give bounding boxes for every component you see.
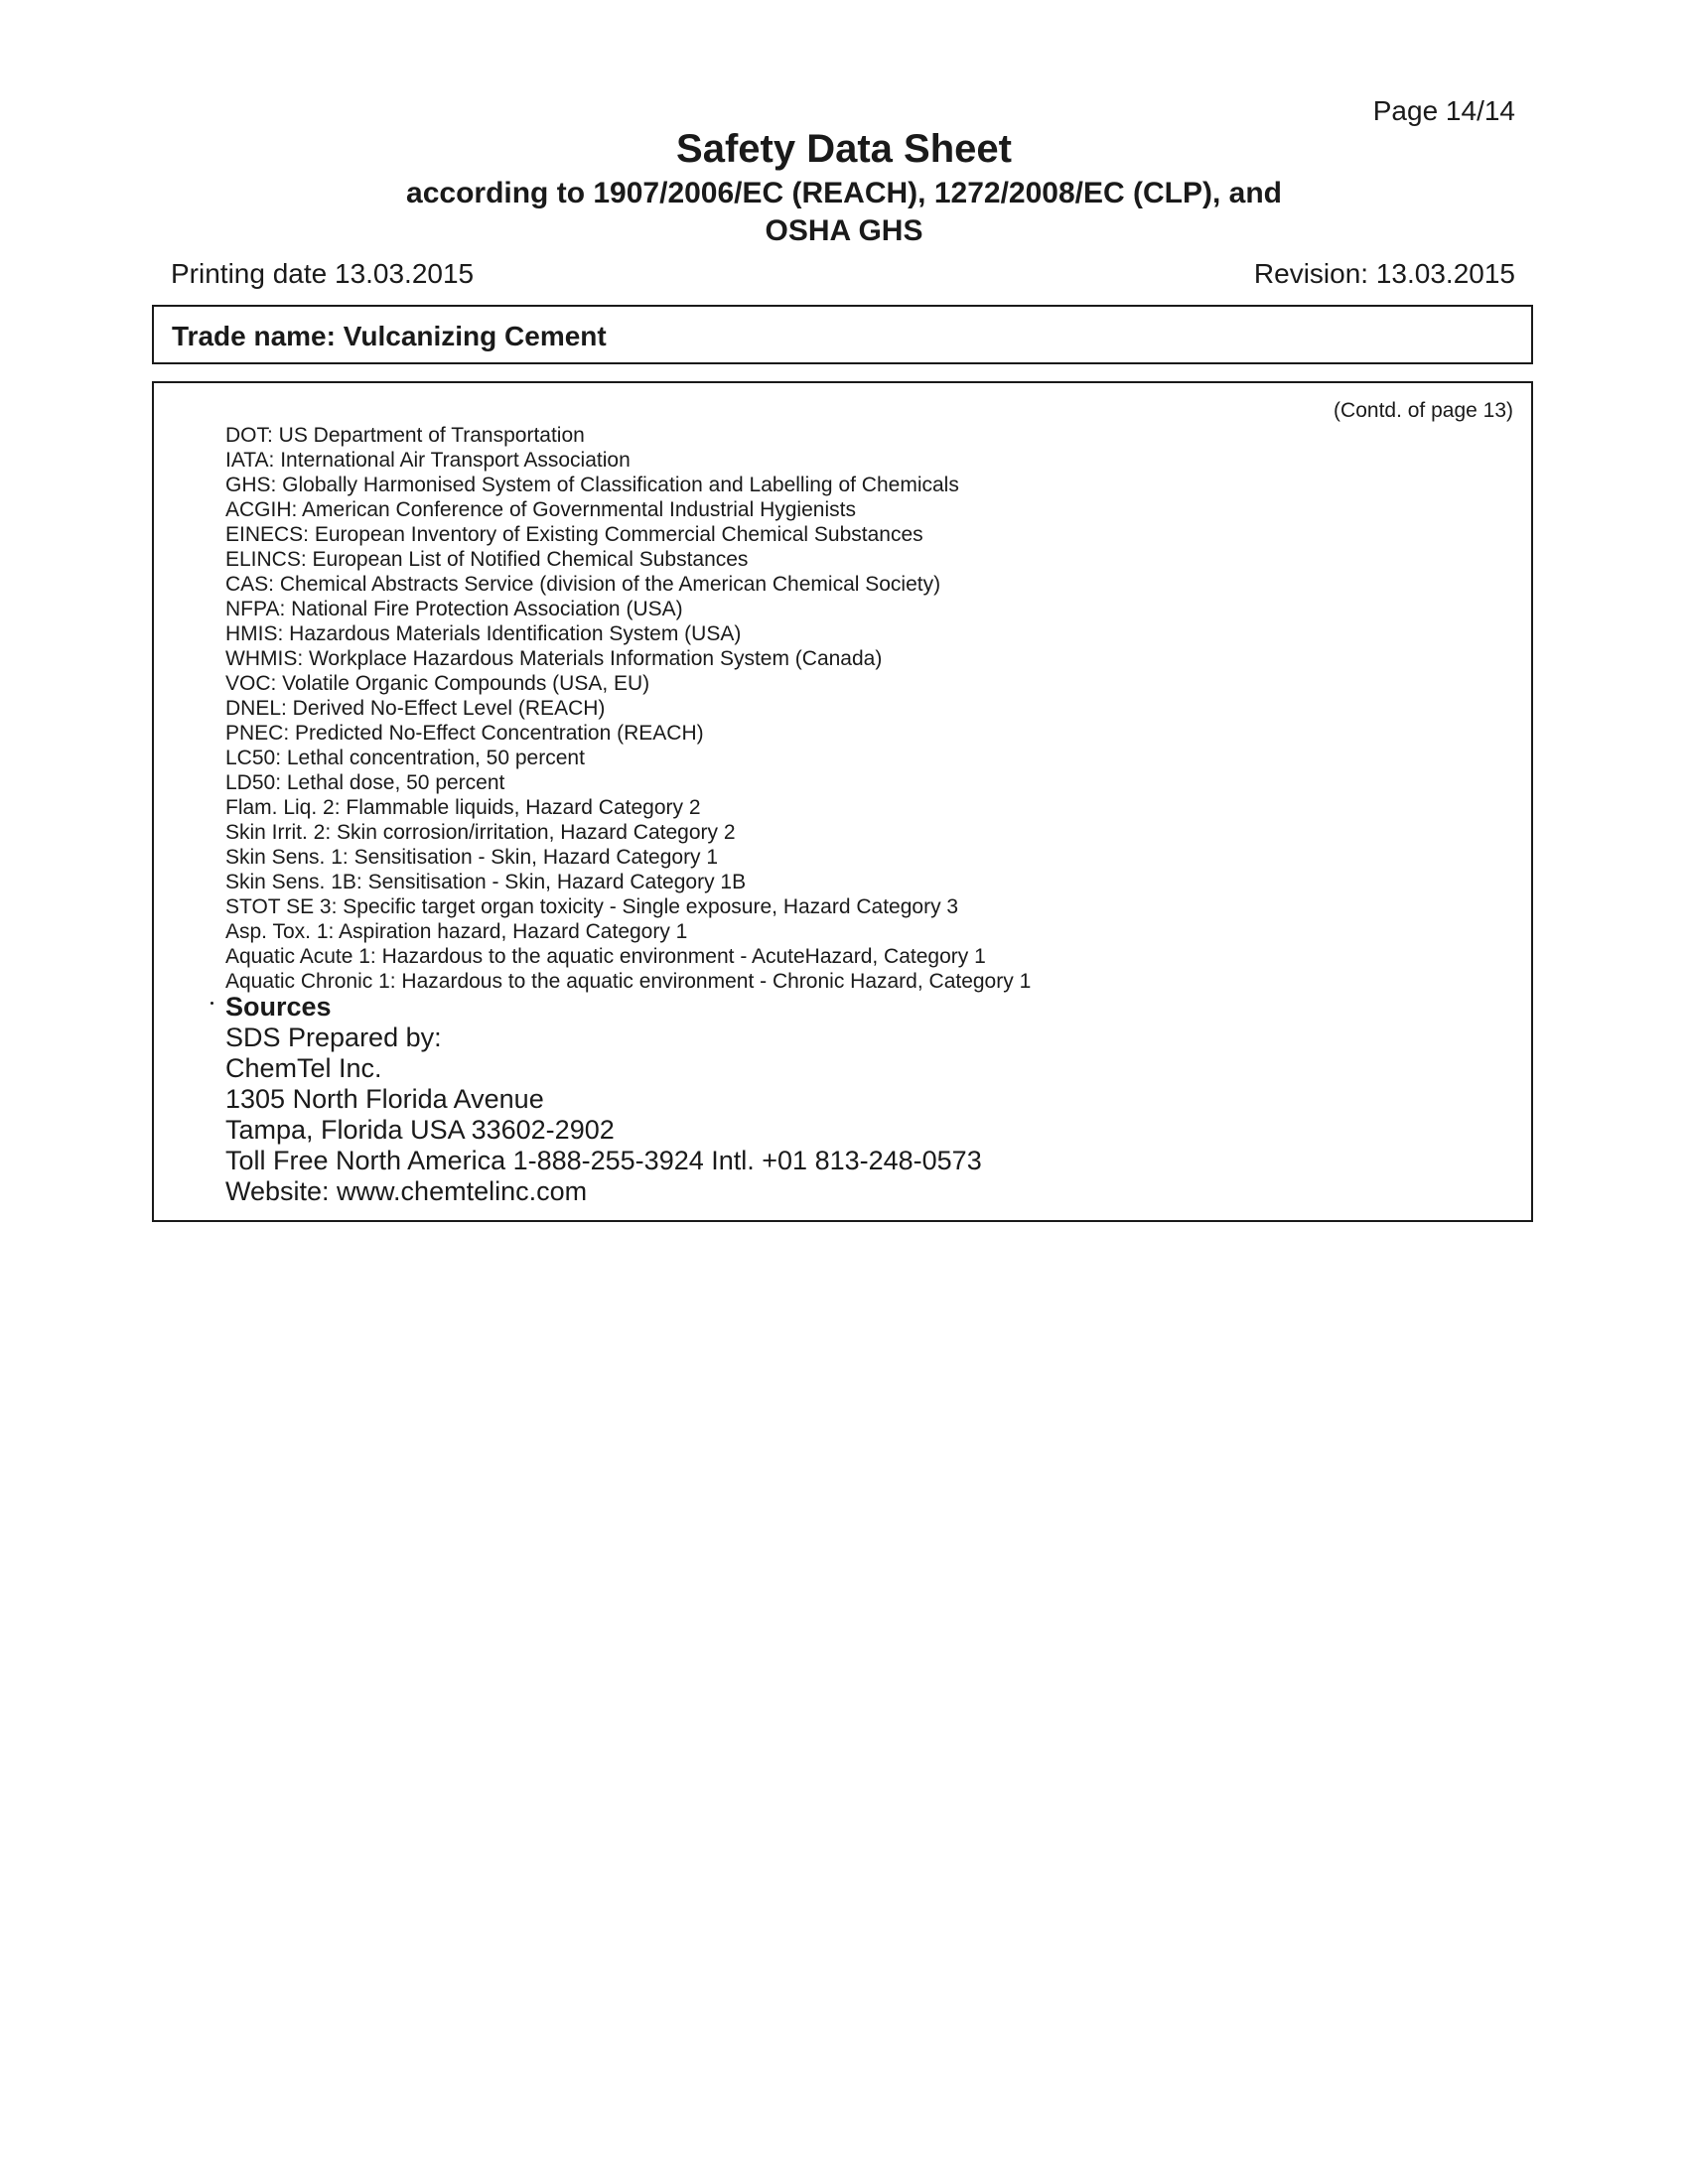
- abbreviation-item: LD50: Lethal dose, 50 percent: [225, 771, 505, 794]
- abbreviation-item: Aquatic Acute 1: Hazardous to the aquatic environment - AcuteHazard, Category 1: [225, 945, 986, 968]
- abbreviation-item: DOT: US Department of Transportation: [225, 424, 585, 447]
- sources-line: Toll Free North America 1-888-255-3924 Intl. +01 813-248-0573: [225, 1146, 982, 1175]
- abbreviation-item: DNEL: Derived No-Effect Level (REACH): [225, 697, 606, 720]
- sources-line: Tampa, Florida USA 33602-2902: [225, 1115, 615, 1145]
- abbreviation-item: CAS: Chemical Abstracts Service (division of the American Chemical Society): [225, 573, 941, 596]
- sources-line: 1305 North Florida Avenue: [225, 1084, 544, 1114]
- abbreviation-item: ACGIH: American Conference of Governmental Industrial Hygienists: [225, 498, 856, 521]
- abbreviation-item: LC50: Lethal concentration, 50 percent: [225, 747, 585, 769]
- abbreviation-item: Skin Irrit. 2: Skin corrosion/irritation, Hazard Category 2: [225, 821, 736, 844]
- abbreviation-item: EINECS: European Inventory of Existing Commercial Chemical Substances: [225, 523, 923, 546]
- subtitle-line-1: according to 1907/2006/EC (REACH), 1272/2008/EC (CLP), and: [406, 177, 1282, 209]
- abbreviation-item: Aquatic Chronic 1: Hazardous to the aquatic environment - Chronic Hazard, Category 1: [225, 970, 1032, 993]
- page-number: Page 14/14: [1372, 95, 1515, 126]
- trade-name-box: [152, 305, 1533, 364]
- trade-name: Trade name: Vulcanizing Cement: [172, 321, 607, 351]
- subtitle-line-2: OSHA GHS: [765, 214, 923, 247]
- abbreviation-item: Skin Sens. 1B: Sensitisation - Skin, Hazard Category 1B: [225, 871, 747, 893]
- abbreviation-item: NFPA: National Fire Protection Association (USA): [225, 598, 683, 620]
- abbreviation-item: IATA: International Air Transport Association: [225, 449, 631, 472]
- content-box: [152, 381, 1533, 1222]
- document-title: Safety Data Sheet: [676, 127, 1012, 171]
- abbreviation-item: Asp. Tox. 1: Aspiration hazard, Hazard Category 1: [225, 920, 688, 943]
- printing-date: Printing date 13.03.2015: [171, 258, 475, 289]
- sources-list: [225, 1023, 982, 1207]
- abbreviation-list: [225, 423, 1031, 994]
- sources-heading: Sources: [225, 992, 332, 1022]
- abbreviation-item: Skin Sens. 1: Sensitisation - Skin, Hazard Category 1: [225, 846, 719, 869]
- abbreviation-item: HMIS: Hazardous Materials Identification System (USA): [225, 622, 742, 645]
- abbreviation-item: VOC: Volatile Organic Compounds (USA, EU): [225, 672, 650, 695]
- sources-line: Website: www.chemtelinc.com: [225, 1176, 588, 1206]
- abbreviation-item: GHS: Globally Harmonised System of Classification and Labelling of Chemicals: [225, 474, 959, 496]
- bullet-dot: [211, 1002, 213, 1005]
- document-subtitle: [0, 175, 1688, 250]
- sources-line: ChemTel Inc.: [225, 1053, 382, 1083]
- abbreviation-item: PNEC: Predicted No-Effect Concentration (REACH): [225, 722, 704, 745]
- abbreviation-item: STOT SE 3: Specific target organ toxicity - Single exposure, Hazard Category 3: [225, 895, 959, 918]
- continued-note: (Contd. of page 13): [1334, 399, 1513, 422]
- revision-date: Revision: 13.03.2015: [1253, 258, 1515, 289]
- abbreviation-item: Flam. Liq. 2: Flammable liquids, Hazard Category 2: [225, 796, 701, 819]
- sources-line: SDS Prepared by:: [225, 1023, 442, 1052]
- abbreviation-item: WHMIS: Workplace Hazardous Materials Information System (Canada): [225, 647, 883, 670]
- abbreviation-item: ELINCS: European List of Notified Chemical Substances: [225, 548, 749, 571]
